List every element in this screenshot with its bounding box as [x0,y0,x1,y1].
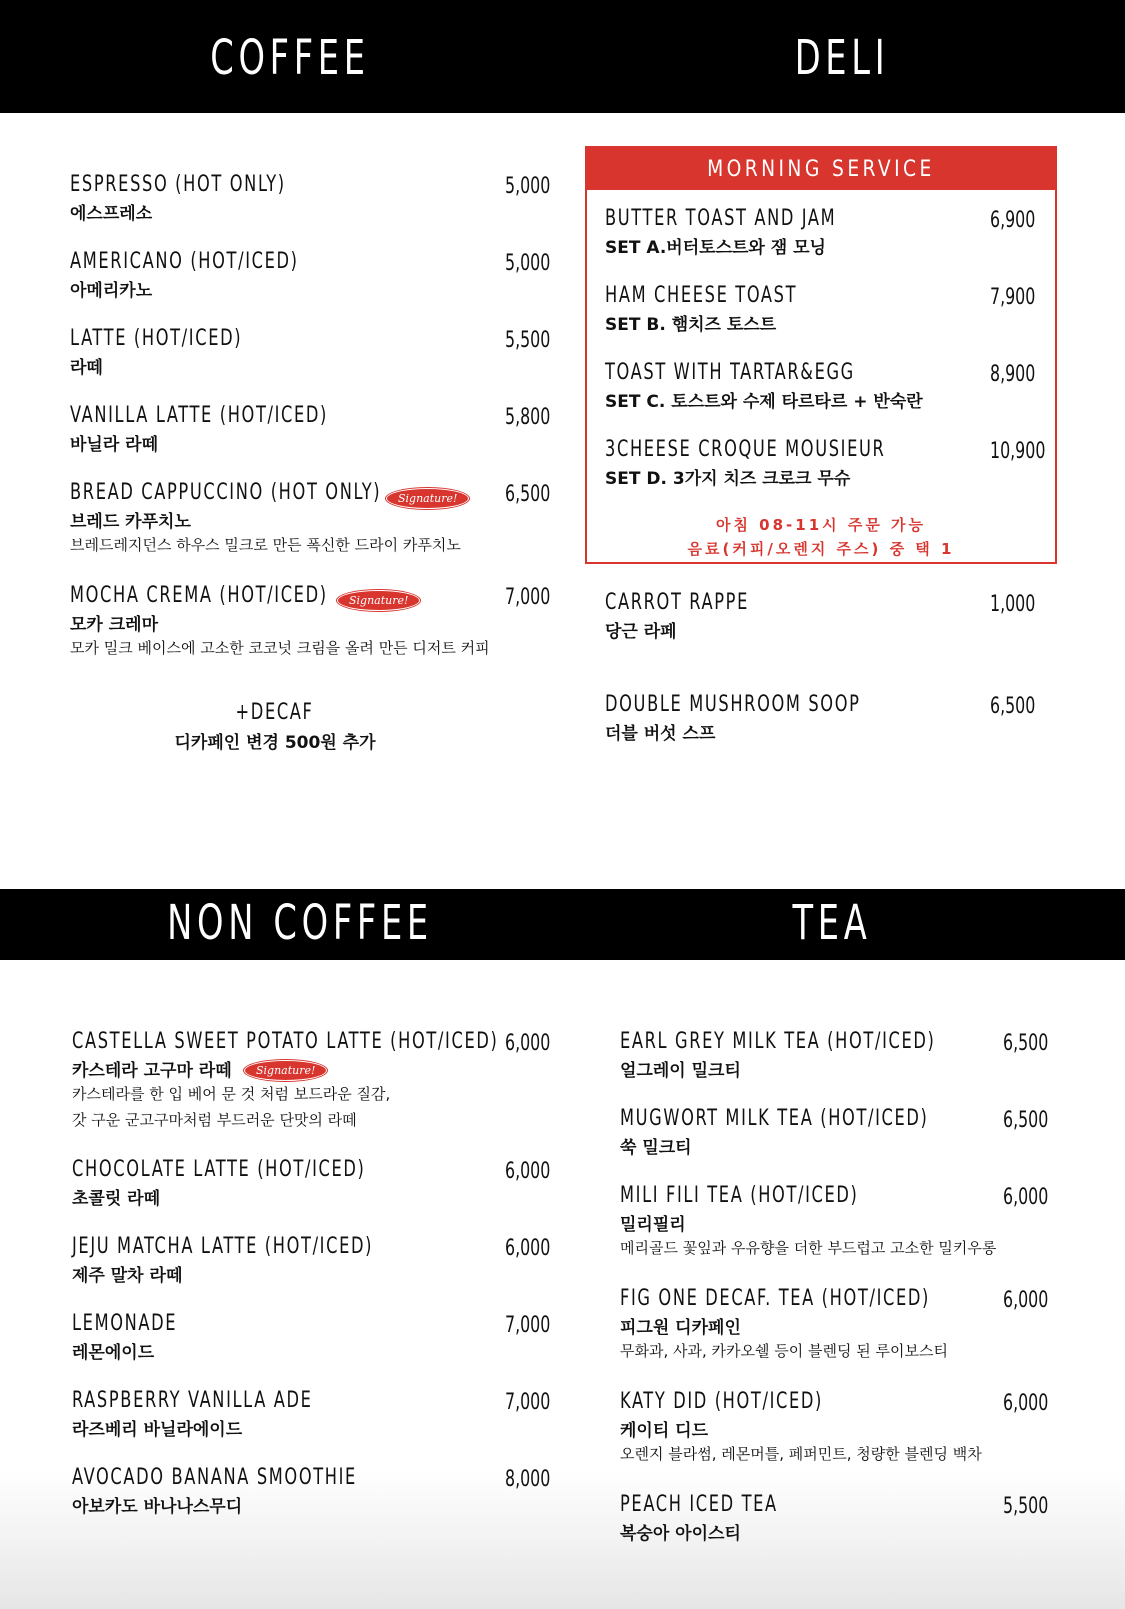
item-name: CASTELLA SWEET POTATO LATTE (HOT/ICED) [72,1029,499,1054]
item-name: FIG ONE DECAF. TEA (HOT/ICED) [620,1286,930,1311]
menu-item [72,1388,365,1440]
item-name-ko: 쑥 밀크티 [620,1138,692,1158]
menu-item [620,1183,996,1261]
coffee-section-title: COFFEE [210,30,370,86]
middle-header-band [0,889,1125,960]
item-name-ko: 아보카도 바나나스무디 [72,1497,243,1517]
item-description: 브레드레지던스 하우스 밀크로 만든 폭신한 드라이 카푸치노 [70,536,461,554]
menu-item [70,326,280,378]
item-name: BREAD CAPPUCCINO (HOT ONLY) [70,480,382,505]
menu-item [70,172,333,224]
item-price: 5,500 [505,328,551,353]
item-name-ko: 더블 버섯 스프 [605,724,716,744]
item-price: 6,000 [505,1236,551,1261]
menu-item [620,1286,998,1364]
item-name: CHOCOLATE LATTE (HOT/ICED) [72,1157,366,1182]
item-name: EARL GREY MILK TEA (HOT/ICED) [620,1029,936,1054]
signature-badge: Signature! [386,488,469,509]
item-description: 모카 밀크 베이스에 고소한 코코넛 크림을 올려 만든 디저트 커피 [70,639,490,657]
item-name-ko: 라즈베리 바닐라에이드 [72,1420,243,1440]
menu-item [605,360,923,412]
item-price: 6,900 [990,208,1036,233]
item-name: DOUBLE MUSHROOM SOOP [605,692,861,717]
item-price: 5,500 [1003,1494,1049,1519]
item-description: 갓 구운 군고구마처럼 부드러운 단맛의 라떼 [72,1111,357,1129]
item-name: AVOCADO BANANA SMOOTHIE [72,1465,357,1490]
item-name-ko: 케이티 디드 [620,1421,709,1441]
item-name-ko: 카스테라 고구마 라떼 [72,1061,232,1081]
item-name: PEACH ICED TEA [620,1492,778,1517]
item-name: MOCHA CREMA (HOT/ICED) [70,583,328,608]
menu-item [72,1157,430,1209]
item-name-ko: SET C. 토스트와 수제 타르타르 + 반숙란 [605,392,923,412]
tea-section-title: TEA [792,895,872,951]
menu-item [70,403,385,455]
signature-badge: Signature! [337,590,420,611]
item-description: 메리골드 꽃잎과 우유향을 더한 부드럽고 고소한 밀키우롱 [620,1239,997,1257]
item-price: 6,500 [505,482,551,507]
item-name-ko: 바닐라 라떼 [70,435,159,455]
item-name: HAM CHEESE TOAST [605,283,798,308]
item-name: CARROT RAPPE [605,590,749,615]
item-name-ko: SET A.버터토스트와 잼 모닝 [605,238,826,258]
decaf-note: 디카페인 변경 500원 추가 [174,733,376,753]
item-name-ko: 복숭아 아이스티 [620,1524,741,1544]
item-name-ko: 아메리카노 [70,281,153,301]
morning-drink-note: 음료(커피/오렌지 주스) 중 택 1 [687,540,955,558]
signature-badge: Signature! [244,1060,327,1081]
item-name: 3CHEESE CROQUE MOUSIEUR [605,437,886,462]
item-price: 8,900 [990,362,1036,387]
morning-service-title: MORNING SERVICE [707,157,935,182]
item-name-ko: 모카 크레마 [70,615,159,635]
noncoffee-section-title: NON COFFEE [167,895,433,951]
item-price: 1,000 [990,592,1036,617]
menu-item [620,1106,996,1158]
item-price: 7,000 [505,1313,551,1338]
item-description: 카스테라를 한 입 베어 문 것 처럼 보드라운 질감, [72,1085,391,1103]
menu-item [605,206,887,258]
menu-item [605,437,947,489]
item-name-ko: 에스프레소 [70,204,153,224]
item-price: 6,000 [1003,1391,1049,1416]
item-description: 오렌지 블라썸, 레몬머틀, 페퍼민트, 청량한 블렌딩 백차 [620,1445,982,1463]
item-price: 6,000 [1003,1185,1049,1210]
item-price: 7,000 [505,585,551,610]
deli-section-title: DELI [794,30,890,86]
menu-item [605,692,917,744]
menu-item [72,1465,420,1517]
item-name-ko: 밀리필리 [620,1215,686,1235]
decaf-label: +DECAF [236,700,314,725]
menu-item [620,1029,1005,1081]
morning-service-header [587,148,1055,190]
menu-item [605,283,839,335]
item-name: ESPRESSO (HOT ONLY) [70,172,286,197]
item-name-ko: 레몬에이드 [72,1343,155,1363]
item-price: 7,000 [505,1390,551,1415]
item-price: 6,000 [1003,1288,1049,1313]
item-price: 6,500 [990,694,1036,719]
menu-item [620,1492,812,1544]
item-name: LEMONADE [72,1311,178,1336]
menu-item [605,590,781,642]
item-price: 10,900 [990,439,1046,464]
item-name: BUTTER TOAST AND JAM [605,206,837,231]
item-name: KATY DID (HOT/ICED) [620,1389,824,1414]
item-name-ko: SET B. 햄치즈 토스트 [605,315,777,335]
morning-hours-note: 아침 08-11시 주문 가능 [715,516,927,534]
item-name: VANILLA LATTE (HOT/ICED) [70,403,329,428]
item-name-ko: 초콜릿 라떼 [72,1189,161,1209]
item-name: RASPBERRY VANILLA ADE [72,1388,313,1413]
item-price: 6,500 [1003,1108,1049,1133]
item-price: 5,000 [505,174,551,199]
item-name: MILI FILI TEA (HOT/ICED) [620,1183,859,1208]
item-price: 6,000 [505,1159,551,1184]
item-name: TOAST WITH TARTAR&EGG [605,360,855,385]
morning-service-box [585,146,1057,564]
item-price: 6,500 [1003,1031,1049,1056]
item-name: JEJU MATCHA LATTE (HOT/ICED) [72,1234,374,1259]
item-name: AMERICANO (HOT/ICED) [70,249,299,274]
menu-item [72,1234,439,1286]
item-name-ko: 브레드 카푸치노 [70,512,191,532]
menu-item [70,583,490,661]
top-header-band [0,0,1125,113]
menu-item [620,1389,982,1467]
item-name-ko: 라떼 [70,358,103,378]
menu-item [70,249,349,301]
decaf-option [175,700,375,725]
item-price: 8,000 [505,1467,551,1492]
item-price: 7,900 [990,285,1036,310]
item-description: 무화과, 사과, 카카오쉘 등이 블렌딩 된 루이보스티 [620,1342,948,1360]
item-name-ko: 제주 말차 라떼 [72,1266,183,1286]
item-name: LATTE (HOT/ICED) [70,326,243,351]
menu-item [72,1311,200,1363]
item-price: 5,800 [505,405,551,430]
item-name-ko: 피그원 디카페인 [620,1318,741,1338]
item-name-ko: SET D. 3가지 치즈 크로크 무슈 [605,469,851,489]
item-price: 6,000 [505,1031,551,1056]
item-name-ko: 당근 라페 [605,622,677,642]
item-name-ko: 얼그레이 밀크티 [620,1061,741,1081]
item-name: MUGWORT MILK TEA (HOT/ICED) [620,1106,929,1131]
item-price: 5,000 [505,251,551,276]
